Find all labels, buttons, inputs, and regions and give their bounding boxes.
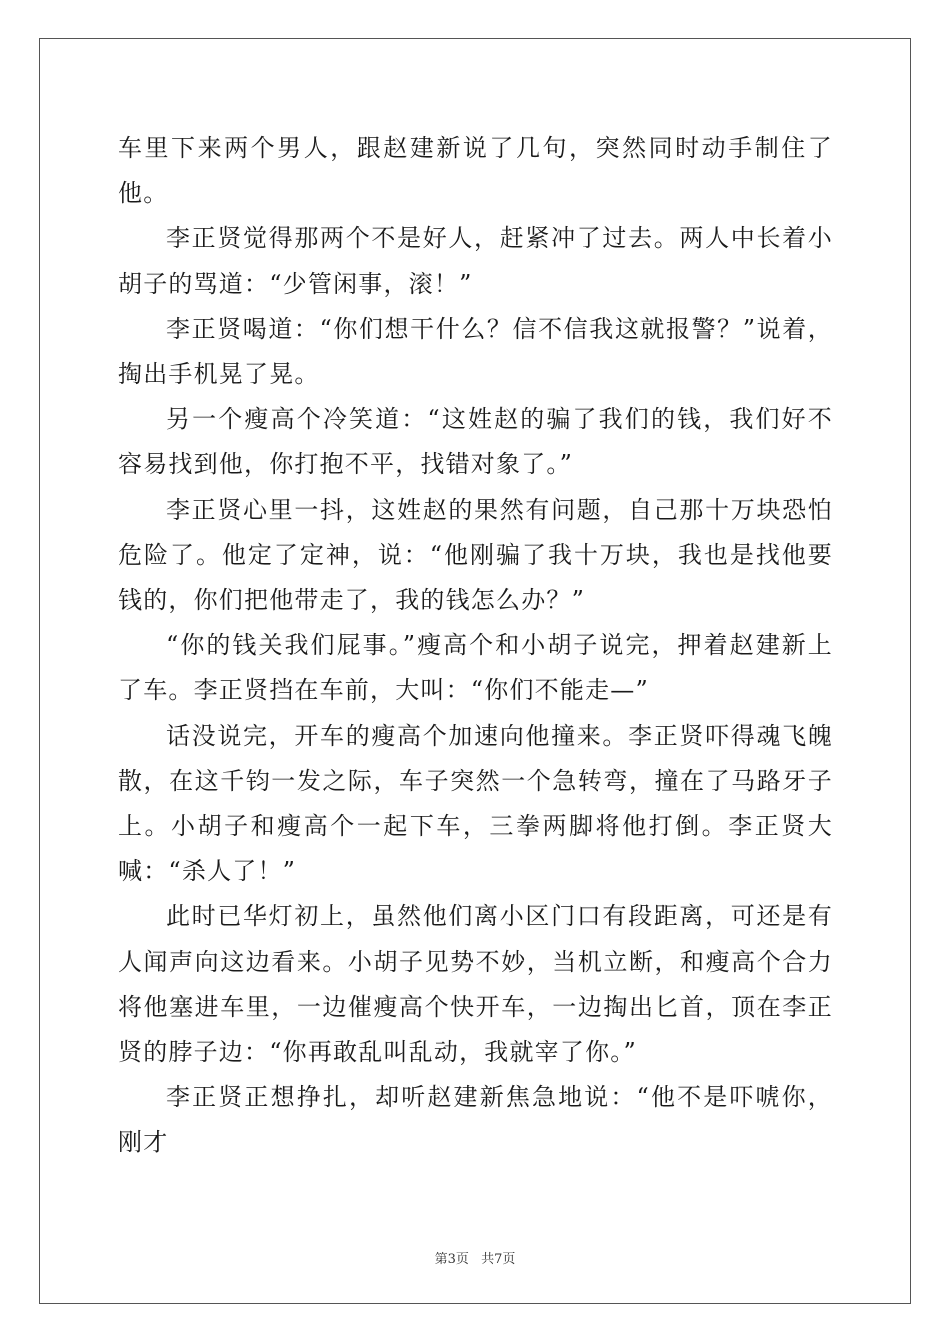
paragraph: 此时已华灯初上，虽然他们离小区门口有段距离，可还是有人闻声向这边看来。小胡子见势不妙，当机立断，和瘦高个合力将他塞进车里，一边催瘦高个快开车，一边掏出匕首，顶在李正贤的脖子边：“你再敢乱叫乱动，我就宰了你。” [118, 902, 833, 1067]
paragraph: 话没说完，开车的瘦高个加速向他撞来。李正贤吓得魂飞魄散，在这千钧一发之际，车子突然一个急转弯，撞在了马路牙子上。小胡子和瘦高个一起下车，三拳两脚将他打倒。李正贤大喊：“杀人了！” [118, 721, 833, 886]
paragraph: “你的钱关我们屁事。”瘦高个和小胡子说完，押着赵建新上了车。李正贤挡在车前，大叫：“你们不能走—” [118, 631, 833, 705]
page-footer [0, 1248, 950, 1267]
paragraph: 车里下来两个男人，跟赵建新说了几句，突然同时动手制住了他。 [118, 134, 833, 208]
paragraph: 李正贤觉得那两个不是好人，赶紧冲了过去。两人中长着小胡子的骂道：“少管闲事，滚！” [118, 224, 833, 298]
paragraph: 李正贤正想挣扎，却听赵建新焦急地说：“他不是吓唬你，刚才 [118, 1083, 833, 1157]
page-total: 共7页 [481, 1252, 516, 1267]
page-number: 第3页 [434, 1252, 469, 1267]
paragraph: 另一个瘦高个冷笑道：“这姓赵的骗了我们的钱，我们好不容易找到他，你打抱不平，找错对象了。” [118, 405, 833, 479]
paragraph: 李正贤心里一抖，这姓赵的果然有问题，自己那十万块恐怕危险了。他定了定神，说：“他刚骗了我十万块，我也是找他要钱的，你们把他带走了，我的钱怎么办？” [118, 495, 833, 615]
body-text [118, 126, 833, 1166]
paragraph: 李正贤喝道：“你们想干什么？信不信我这就报警？”说着，掏出手机晃了晃。 [118, 314, 833, 389]
